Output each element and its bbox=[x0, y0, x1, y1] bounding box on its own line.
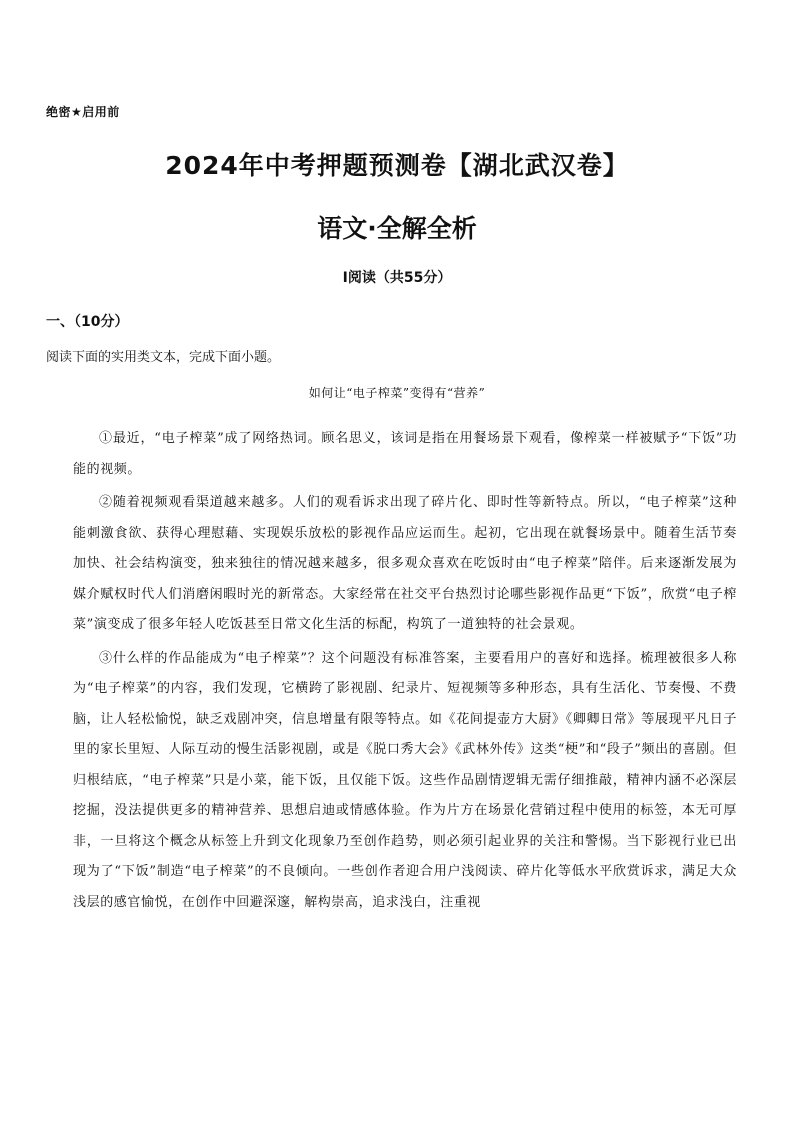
section-heading: Ⅰ阅读（共55分） bbox=[342, 270, 452, 286]
article-paragraph-1: ①最近，“电子榨菜”成了网络热词。顾名思义，该词是指在用餐场景下观看，像榨菜一样被赋予“下饭”功能的视频。 bbox=[73, 431, 737, 477]
exam-subtitle: 语文·全解全析 bbox=[317, 214, 477, 243]
question-number: 一、（10分） bbox=[46, 314, 129, 330]
article-title: 如何让“电子榨菜”变得有“营养” bbox=[308, 386, 486, 400]
exam-title: 2024年中考押题预测卷【湖北武汉卷】 bbox=[165, 151, 629, 180]
article-paragraph-2: ②随着视频观看渠道越来越多。人们的观看诉求出现了碎片化、即时性等新特点。所以，“电子榨菜”这种能刺激食欲、获得心理慰藉、实现娱乐放松的影视作品应运而生。起初，它出现在就餐场景中。随着生活节奏加快、社会结构演变，独来独往的情况越来越多，很多观众喜欢在吃饭时由“电子榨菜”陪伴。后来逐渐发展为媒介赋权时代人们消磨闲暇时光的新常态。大家经常在社交平台热烈讨论哪些影视作品更“下饭”，欣赏“电子榨菜”演变成了很多年轻人吃饭甚至日常文化生活的标配，构筑了一道独特的社会景观。 bbox=[73, 495, 737, 632]
article-paragraph-3: ③什么样的作品能成为“电子榨菜”？这个问题没有标准答案，主要看用户的喜好和选择。梳理被很多人称为“电子榨菜”的内容，我们发现，它横跨了影视剧、纪录片、短视频等多种形态，具有生活化、节奏慢、不费脑，让人轻松愉悦，缺乏戏剧冲突，信息增量有限等特点。如《花间提壶方大厨》《卿卿日常》等展现平凡日子里的家长里短、人际互动的慢生活影视剧，或是《脱口秀大会》《武林外传》这类“梗”和“段子”频出的喜剧。但归根结底，“电子榨菜”只是小菜，能下饭，且仅能下饭。这些作品剧情逻辑无需仔细推敲，精神内涵不必深层挖掘，没法提供更多的精神营养、思想启迪或情感体验。作为片方在场景化营销过程中使用的标签，本无可厚非，一旦将这个概念从标签上升到文化现象乃至创作趋势，则必须引起业界的关注和警惕。当下影视行业已出现为了“下饭”制造“电子榨菜”的不良倾向。一些创作者迎合用户浅阅读、碎片化等低水平欣赏诉求，满足大众浅层的感官愉悦，在创作中回避深邃，解构崇高，追求浅白，注重视 bbox=[73, 650, 737, 910]
confidential-label: 绝密★启用前 bbox=[46, 105, 120, 119]
question-instruction: 阅读下面的实用类文本，完成下面小题。 bbox=[46, 350, 281, 365]
article-body bbox=[73, 424, 737, 921]
